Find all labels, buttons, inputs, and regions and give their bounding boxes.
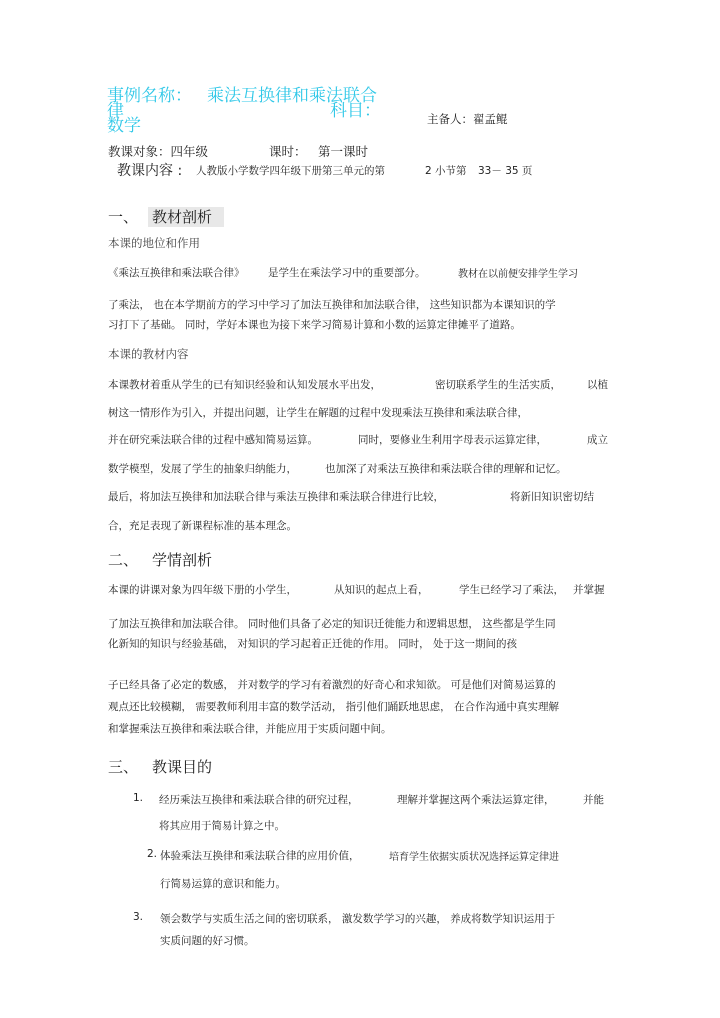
period-label: 课时： [269,144,307,159]
s3-item1-number: 1. [133,792,144,804]
case-name-line1: 乘法互换律和乘法联合 [207,86,377,106]
s1-line1c: 教材在以前便安排学生学习 [458,269,578,280]
content-label: 教课内容 : [117,163,183,179]
s3-item1a: 经历乘法互换律和乘法联合律的研究过程， [159,794,359,806]
section1-sub1: 本课的地位和作用 [108,236,200,250]
section2-title: 学情剖析 [152,551,213,569]
s1-line5: 树这一情形作为引入，并提出问题，让学生在解题的过程中发现乘法互换律和乘法联合律， [108,407,528,419]
content-value-2: 2 小节第 [425,165,467,177]
s1-line9: 合，充足表现了新课程标准的基本理念。 [108,520,297,532]
preparer: 主备人：翟孟鲲 [427,112,508,126]
case-name-line2: 律 [107,101,124,121]
section1-number: 一、 [108,208,139,226]
period-value: 第一课时 [318,144,369,159]
s3-item2-number: 2. [147,848,158,860]
s3-item1d: 将其应用于简易计算之中。 [159,820,285,832]
s3-item2a: 体验乘法互换律和乘法联合律的应用价值， [160,850,360,862]
content-value-3: 33－ 35 页 [478,165,533,177]
s2-line2: 了加法互换律和加法联合律。 同时他们具备了必定的知识迁徙能力和逻辑思想， 这些都是学生同 [108,618,556,630]
s2-line1c: 学生已经学习了乘法， [459,584,564,596]
s1-line6b: 同时，要修业生利用字母表示运算定律， [358,434,547,446]
s2-line3: 化新知的知识与经验基础， 对知识的学习起着正迁徙的作用。 同时， 处于这一期间的孩 [108,638,518,650]
s3-item2c: 行简易运算的意识和能力。 [160,878,286,890]
section1-title: 教材剖析 [152,208,213,226]
s1-line7b: 也加深了对乘法互换律和乘法联合律的理解和记忆。 [325,463,567,475]
audience: 教课对象：四年级 [108,144,209,159]
s3-item1c: 并能 [583,794,604,806]
s3-item3a: 领会数学与实质生活之间的密切联系， 激发数学学习的兴趣， 养成将数学知识运用于 [160,913,556,925]
content-value-1: 人教版小学数学四年级下册第三单元的第 [196,165,385,177]
s1-line6a: 并在研究乘法联合律的过程中感知简易运算。 [108,434,318,446]
s1-line4a: 本课教材着重从学生的已有知识经验和认知发展水平出发， [108,379,381,391]
s2-line1b: 从知识的起点上看， [334,584,429,596]
s1-line8a: 最后，将加法互换律和加法联合律与乘法互换律和乘法联合律进行比较， [108,491,444,503]
s1-line2: 了乘法， 也在本学期前方的学习中学习了加法互换律和加法联合律， 这些知识都为本课知识的学 [108,299,556,311]
s2-line1a: 本课的讲课对象为四年级下册的小学生， [108,584,297,596]
s2-line5: 观点还比较模糊， 需要教师利用丰富的数学活动， 指引他们踊跃地思虑， 在合作沟通中真实理解 [108,701,560,713]
s3-item2b: 培育学生依据实质状况选择运算定律进 [389,852,559,863]
s1-line1a: 《乘法互换律和乘法联合律》 [108,267,245,279]
s1-line8b: 将新旧知识密切结 [510,491,594,503]
s3-item3-number: 3. [133,911,144,923]
s2-line6: 和掌握乘法互换律和乘法联合律，并能应用于实质问题中间。 [108,723,392,735]
s2-line1d: 并掌握 [573,584,605,596]
s1-line3: 习打下了基础。 同时，学好本课也为接下来学习简易计算和小数的运算定律摊平了道路。 [108,319,521,331]
s1-line7a: 数学模型，发展了学生的抽象归纳能力， [108,463,297,475]
s2-line4: 子已经具备了必定的数感， 并对数学的学习有着激烈的好奇心和求知欲。 可是他们对简易运算的 [108,679,556,691]
s3-item3b: 实质问题的好习惯。 [160,935,255,947]
section3-number: 三、 [108,758,139,776]
subject-value: 数学 [107,116,141,136]
case-label: 事例名称： [107,86,192,106]
s1-line6c: 成立 [587,434,608,446]
section1-sub2: 本课的教材内容 [108,347,189,361]
section2-number: 二、 [108,551,139,569]
s1-line4c: 以植 [587,379,608,391]
s3-item1b: 理解并掌握这两个乘法运算定律， [397,794,555,806]
s1-line4b: 密切联系学生的生活实质， [435,379,561,391]
section3-title: 教课目的 [152,758,213,776]
s1-line1b: 是学生在乘法学习中的重要部分。 [268,267,426,279]
subject-label: 科目： [330,101,381,121]
